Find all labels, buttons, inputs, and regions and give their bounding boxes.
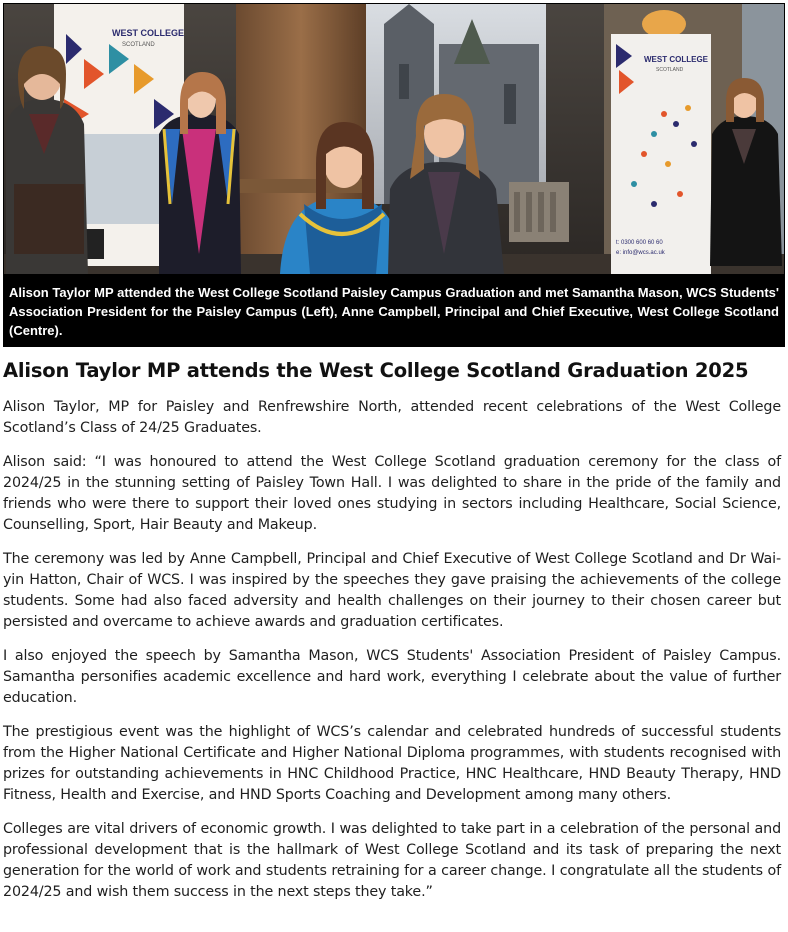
banner-left-brand-sub: SCOTLAND bbox=[122, 42, 155, 48]
article-paragraph: Colleges are vital drivers of economic growth. I was delighted to take part in a celebration of the personal and professional development that is the hallmark of West College Scotland and its task of preparing the next generation for the world of work and students retraining for a career change. I congratulate all the students of 2024/25 and wish them success in the next steps they take.” bbox=[3, 821, 781, 900]
banner-right-brand-sub: SCOTLAND bbox=[656, 67, 684, 73]
article-paragraph: Alison Taylor, MP for Paisley and Renfrewshire North, attended recent celebrations of the West College Scotland’s Class of 24/25 Graduates. bbox=[3, 399, 781, 436]
article-paragraph: Alison said: “I was honoured to attend the West College Scotland graduation ceremony for the class of 2024/25 in the stunning setting of Paisley Town Hall. I was delighted to share in the pride of the family and friends who were there to support their loved ones studying in sectors including Healthcare, Social Science, Counselling, Sport, Hair Beauty and Makeup. bbox=[3, 454, 781, 533]
article-paragraph: I also enjoyed the speech by Samantha Mason, WCS Students' Association President of Paisley Campus. Samantha personifies academic excellence and hard work, everything I celebrate about the value of further education. bbox=[3, 648, 781, 706]
article-paragraph: The prestigious event was the highlight of WCS’s calendar and celebrated hundreds of successful students from the Higher National Certificate and Higher National Diploma programmes, with students recognised with prizes for outstanding achievements in HNC Childhood Practice, HNC Healthcare, HND Beauty Therapy, HND Fitness, Health and Exercise, and HND Sports Coaching and Development among many others. bbox=[3, 724, 781, 803]
graduation-photo bbox=[4, 4, 784, 274]
banner-left-brand: WEST COLLEGE bbox=[112, 28, 184, 38]
banner-email: e: info@wcs.ac.uk bbox=[616, 250, 665, 256]
article-body bbox=[3, 397, 781, 916]
article-photo-frame bbox=[3, 3, 785, 347]
banner-right-brand: WEST COLLEGE bbox=[644, 55, 708, 64]
article-paragraph: The ceremony was led by Anne Campbell, Principal and Chief Executive of West College Scotland and Dr Wai-yin Hatton, Chair of WCS. I was inspired by the speeches they gave praising the achievements of the college students. Some had also faced adversity and health challenges on their journey to their chosen career but persisted and overcame to achieve awards and graduation certificates. bbox=[3, 551, 781, 630]
banner-phone: t: 0300 600 60 60 bbox=[616, 240, 663, 246]
article-headline: Alison Taylor MP attends the West College Scotland Graduation 2025 bbox=[3, 359, 749, 382]
photo-caption: Alison Taylor MP attended the West College Scotland Paisley Campus Graduation and met Samantha Mason, WCS Students' Association President for the Paisley Campus (Left), Anne Campbell, Principal and Chief Executive, West College Scotland (Centre). bbox=[4, 276, 784, 346]
